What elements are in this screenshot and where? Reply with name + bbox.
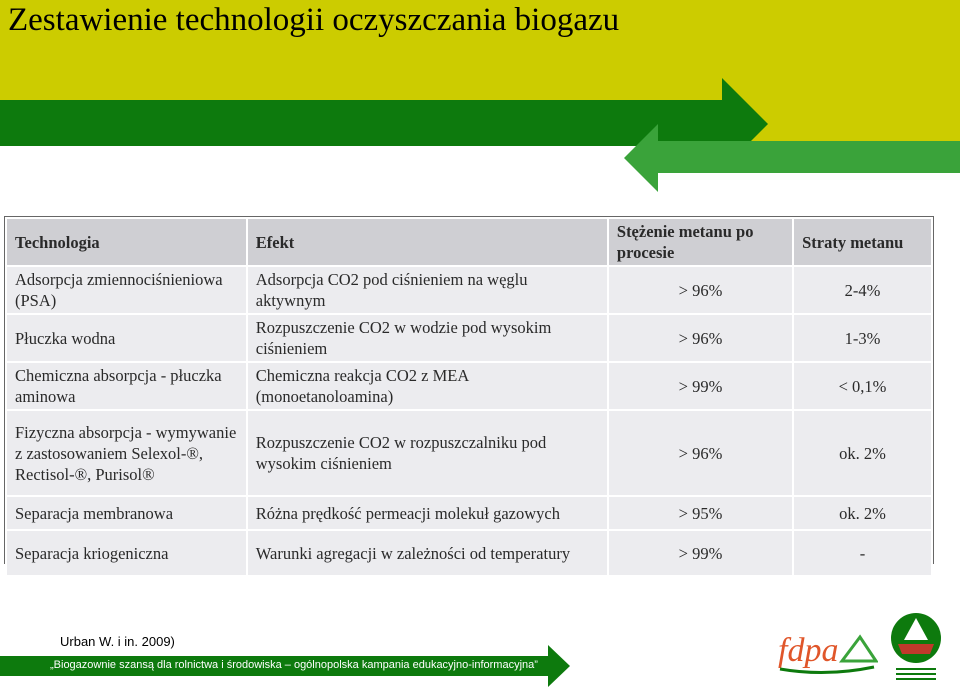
cell-straty: ok. 2% xyxy=(793,410,932,496)
cell-technologia: Fizyczna absorpcja - wymywanie z zastosowaniem Selexol-®, Rectisol-®, Purisol® xyxy=(6,410,247,496)
header-stezenie: Stężenie metanu po procesie xyxy=(608,218,793,266)
table-row xyxy=(6,362,932,410)
cell-efekt: Chemiczna reakcja CO2 z MEA (monoetanoloamina) xyxy=(247,362,608,410)
cell-stezenie: > 96% xyxy=(608,410,793,496)
cell-efekt: Warunki agregacji w zależności od temperatury xyxy=(247,530,608,576)
cell-technologia: Separacja membranowa xyxy=(6,496,247,530)
table-row xyxy=(6,496,932,530)
cell-straty: 1-3% xyxy=(793,314,932,362)
cell-efekt: Różna prędkość permeacji molekuł gazowych xyxy=(247,496,608,530)
light-arrow-bar xyxy=(658,141,960,173)
table-row xyxy=(6,314,932,362)
cell-straty: < 0,1% xyxy=(793,362,932,410)
technology-table xyxy=(5,217,933,577)
cell-stezenie: > 96% xyxy=(608,314,793,362)
emblem-logo xyxy=(888,610,944,692)
table-row xyxy=(6,410,932,496)
cell-straty: 2-4% xyxy=(793,266,932,314)
citation: Urban W. i in. 2009) xyxy=(60,634,175,649)
footer-arrow-head xyxy=(548,645,570,687)
cell-stezenie: > 96% xyxy=(608,266,793,314)
cell-technologia: Separacja kriogeniczna xyxy=(6,530,247,576)
header-straty: Straty metanu xyxy=(793,218,932,266)
cell-efekt: Adsorpcja CO2 pod ciśnieniem na węglu aktywnym xyxy=(247,266,608,314)
header-technologia: Technologia xyxy=(6,218,247,266)
cell-stezenie: > 95% xyxy=(608,496,793,530)
left-arrow-head xyxy=(624,124,658,192)
fdpa-logo xyxy=(776,617,878,679)
table-header-row xyxy=(6,218,932,266)
cell-stezenie: > 99% xyxy=(608,362,793,410)
footer-text: „Biogazownie szansą dla rolnictwa i środowiska – ogólnopolska kampania edukacyjno-informacyjna” xyxy=(50,659,538,671)
fdpa-logo-text: fdpa xyxy=(778,632,839,669)
cell-technologia: Płuczka wodna xyxy=(6,314,247,362)
cell-efekt: Rozpuszczenie CO2 w wodzie pod wysokim ciśnieniem xyxy=(247,314,608,362)
technology-table-image xyxy=(4,216,934,564)
cell-technologia: Adsorpcja zmiennociśnieniowa (PSA) xyxy=(6,266,247,314)
slide-title: Zestawienie technologii oczyszczania biogazu xyxy=(8,2,620,38)
cell-efekt: Rozpuszczenie CO2 w rozpuszczalniku pod wysokim ciśnieniem xyxy=(247,410,608,496)
table-row xyxy=(6,530,932,576)
cell-straty: ok. 2% xyxy=(793,496,932,530)
green-arrow-bar xyxy=(0,100,722,146)
table-row xyxy=(6,266,932,314)
header-efekt: Efekt xyxy=(247,218,608,266)
cell-straty: - xyxy=(793,530,932,576)
cell-stezenie: > 99% xyxy=(608,530,793,576)
cell-technologia: Chemiczna absorpcja - płuczka aminowa xyxy=(6,362,247,410)
